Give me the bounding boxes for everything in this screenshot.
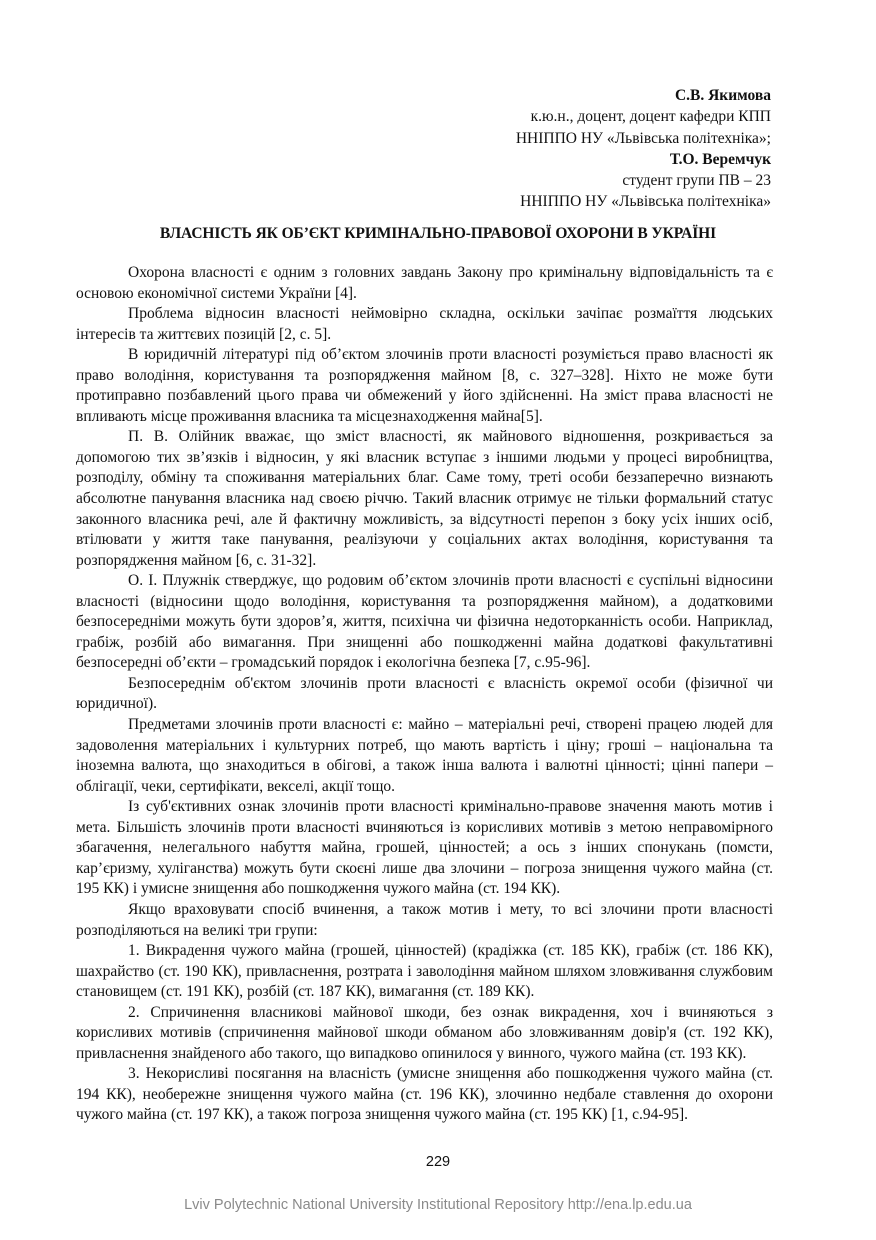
list-item: 1. Викрадення чужого майна (грошей, цінностей) (крадіжка (ст. 185 КК), грабіж (ст. 186 КК), шахрайство (ст. 190 КК), привласнення, розтрата і заволодіння майном шляхом зловживання службовим становищем (ст. 191 КК), розбій (ст. 187 КК), вимагання (ст. 189 КК). xyxy=(76,942,773,1001)
author-affiliation: ННІППО НУ «Львівська політехніка»; xyxy=(515,129,771,147)
list-item: 3. Некорисливі посягання на власність (умисне знищення або пошкодження чужого майна (ст. 194 КК), необережне знищення чужого майна (ст. 196 КК), злочинно недбале ставлення до охорони чужого майна (ст. 197 КК), а також погроза знищення чужого майна (ст. 195 КК) [1, с.94-95]. xyxy=(76,1065,773,1124)
paragraph: Безпосереднім об'єктом злочинів проти власності є власність окремої особи (фізичної чи юридичної). xyxy=(76,674,773,713)
author-affiliation: к.ю.н., доцент, доцент кафедри КПП xyxy=(530,108,771,126)
repository-footer: Lviv Polytechnic National University Institutional Repository http://ena.lp.edu.ua xyxy=(184,1197,692,1213)
author-block xyxy=(351,85,771,213)
article-title: ВЛАСНІСТЬ ЯК ОБ’ЄКТ КРИМІНАЛЬНО-ПРАВОВОЇ ОХОРОНИ В УКРАЇНІ xyxy=(159,225,717,242)
list-item: 2. Спричинення власникові майнової шкоди, без ознак викрадення, хоч і вчиняються з корисливих мотивів (спричинення майнової шкоди обманом або зловживанням довір'я (ст. 192 КК), привласнення знайденого або такого, що випадково опинилося у винного, чужого майна (ст. 193 КК). xyxy=(76,1003,773,1062)
paragraph: Проблема відносин власності неймовірно складна, оскільки зачіпає розмаїття людських інтересів та життєвих позицій [2, с. 5]. xyxy=(76,305,773,343)
paragraph: Якщо враховувати спосіб вчинення, а також мотив і мету, то всі злочини проти власності розподіляються на великі три групи: xyxy=(76,900,773,939)
author-affiliation: студент групи ПВ – 23 xyxy=(622,172,771,190)
author-name: С.В. Якимова xyxy=(674,87,771,104)
author-affiliation: ННІППО НУ «Львівська політехніка» xyxy=(520,193,771,211)
paragraph: О. І. Плужнік стверджує, що родовим об’єктом злочинів проти власності є суспільні відносини власності (відносини щодо володіння, користування та розпорядження майном), а додатковими безпосередніми можуть бути здоров’я, життя, психічна чи фізична недоторканність особи. Наприклад, грабіж, розбій або вимагання. При знищенні або пошкодженні майна додаткові факультативні безпосередні об’єкти – громадський порядок і екологічна безпека [7, с.95-96]. xyxy=(76,572,773,672)
author-name: Т.О. Веремчук xyxy=(669,150,771,168)
paragraph: Предметами злочинів проти власності є: майно – матеріальні речі, створені працею людей для задоволення матеріальних і культурних потреб, що мають вартість і ціну; гроші – національна та іноземна валюта, що знаходиться в обігові, а також інша валюта і валютні цінності; цінні папери – облігації, чеки, сертифікати, векселі, акції тощо. xyxy=(76,716,773,795)
page-number: 229 xyxy=(425,1154,451,1170)
paragraph: П. В. Олійник вважає, що зміст власності, як майнового відношення, розкривається за допомогою тих зв’язків і відносин, у які власник вступає з іншими людьми у процесі виробництва, розподілу, обміну та споживання матеріальних благ. Саме тому, треті особи беззаперечно визнають абсолютне панування власника над своєю річчю. Такий власник отримує не тільки формальний статус законного власника речі, але й фактичну можливість, за відсутності перепон з боку усіх інших осіб, втілювати у життя таке панування, реалізуючи у соціальних актах володіння, користування та розпорядження майном [6, с. 31-32]. xyxy=(76,428,773,569)
paragraph: Охорона власності є одним з головних завдань Закону про кримінальну відповідальність та є основою економічної системи України [4]. xyxy=(76,264,773,302)
article-body xyxy=(76,263,773,1126)
paragraph: В юридичній літературі під об’єктом злочинів проти власності розуміється право власності як право володіння, користування та розпорядження майном [8, с. 327–328]. Ніхто не може бути протиправно позбавлений цього права чи обмежений у його здійсненні. На зміст права власності не впливають місце проживання власника та місцезнаходження майна[5]. xyxy=(76,346,773,425)
paragraph: Із суб'єктивних ознак злочинів проти власності кримінально-правове значення мають мотив і мета. Більшість злочинів проти власності вчиняються із корисливих мотивів з метою неправомірного збагачення, нелегального набуття майна, грошей, цінностей; а ось з інших спонукань (помсти, кар’єризму, хуліганства) можуть бути скоєні лише два злочини – погроза знищення чужого майна (ст. 195 КК) і умисне знищення або пошкодження чужого майна (ст. 194 КК). xyxy=(76,798,773,898)
